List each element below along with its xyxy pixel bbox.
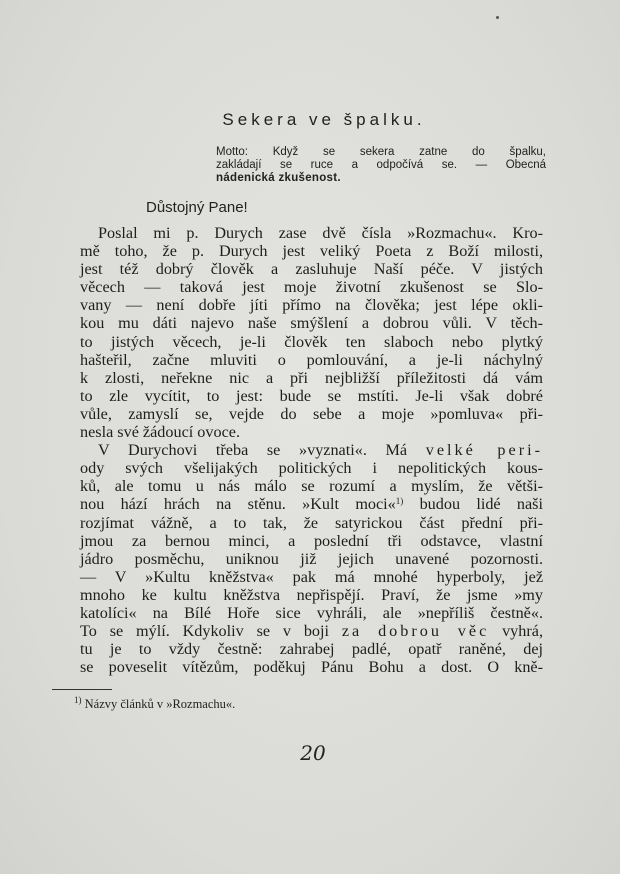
footnote-divider [52, 689, 112, 690]
body-line: ody svých všelijakých politických i nepolitických kous- [80, 459, 543, 478]
emphasized-text: za dobrou věc [341, 622, 490, 641]
footnote [74, 697, 235, 712]
letter-greeting: Důstojný Pane! [146, 199, 248, 216]
emphasized-text: velké peri- [425, 441, 543, 460]
footnote-marker: 1) [74, 695, 82, 705]
body-line: to jistých věcech, je-li člověk ten slaboch nebo plytký [80, 332, 543, 351]
motto-line-2: zakládají se ruce a odpočívá se. — Obecná [216, 159, 546, 171]
footnote-ref: 1) [395, 496, 404, 507]
body-line: ků, ale tomu u nás málo se rozumí a myslím, že větši- [80, 477, 543, 496]
body-line: nou hází hrách na stěnu. »Kult moci«$^{1)}$ budou lidé naši [80, 495, 543, 514]
body-line: To se mýlí. Kdykoliv se v boji za dobrou věc vyhrá, [80, 622, 543, 641]
motto-line-1: Motto: Když se sekera zatne do špalku, [216, 146, 546, 158]
body-line: katolíci« na Bílé Hoře sice vyhráli, ale »nepříliš čestně«. [80, 603, 543, 622]
body-line: V Durychovi třeba se »vyznati«. Má velké peri- [98, 441, 543, 460]
page-number: 20 [300, 741, 326, 765]
body-line: nesla své žádoucí ovoce. [80, 423, 241, 442]
body-line: hašteřil, začne mluviti o pomlouvání, a je-li náchylný [80, 350, 543, 369]
body-line: věcech — taková jest moje životní zkušenost se Slo- [80, 278, 543, 297]
motto [216, 146, 546, 185]
body-line: rozjímat vážně, a to tak, že satyrickou část přední při- [80, 513, 543, 532]
body-line: tu je to vždy čestně: zahrabej padlé, opatř raněné, dej [80, 640, 543, 659]
body-line: vůle, zamyslí se, vejde do sebe a moje »pomluva« při- [80, 404, 543, 423]
body-line: jmou za bernou minci, a poslední tři odstavce, vlastní [80, 531, 543, 550]
motto-line-3: nádenická zkušenost. [216, 172, 341, 184]
body-line: Poslal mi p. Durych zase dvě čísla »Rozmachu«. Kro- [98, 224, 543, 242]
body-line: vany — není dobře jíti přímo na člověka; jest lépe okli- [80, 296, 543, 315]
body-line: jest též dobrý člověk a zasluhuje Naší péče. V jistých [80, 260, 543, 279]
body-line: mě toho, že p. Durych jest veliký Poeta z Boží milosti, [80, 242, 543, 261]
body-line: to zle vycítit, to jest: bude se mstíti. Je-li však dobré [80, 386, 543, 405]
body-line: k zlosti, neřekne nic a při nejbližší příležitosti dá vám [80, 368, 543, 387]
body-line: jádro posměchu, uniknou již jejich unavené pozornosti. [80, 549, 543, 568]
print-speck [496, 16, 499, 19]
letter-body [80, 224, 543, 676]
body-line: se poveselit vítězům, poděkuj Pánu Bohu a dost. O kně- [80, 658, 543, 677]
footnote-text: Názvy článků v »Rozmachu«. [84, 697, 236, 711]
article-title: Sekera ve špalku. [222, 110, 426, 129]
body-line: mnoho ke kultu kněžstva nepřispějí. Praví, že jsme »my [80, 585, 543, 604]
body-line: kou mu dáti najevo naše smýšlení a dobrou vůli. V těch- [80, 314, 543, 333]
body-line: — V »Kultu kněžstva« pak má mnohé hyperboly, jež [80, 567, 543, 586]
